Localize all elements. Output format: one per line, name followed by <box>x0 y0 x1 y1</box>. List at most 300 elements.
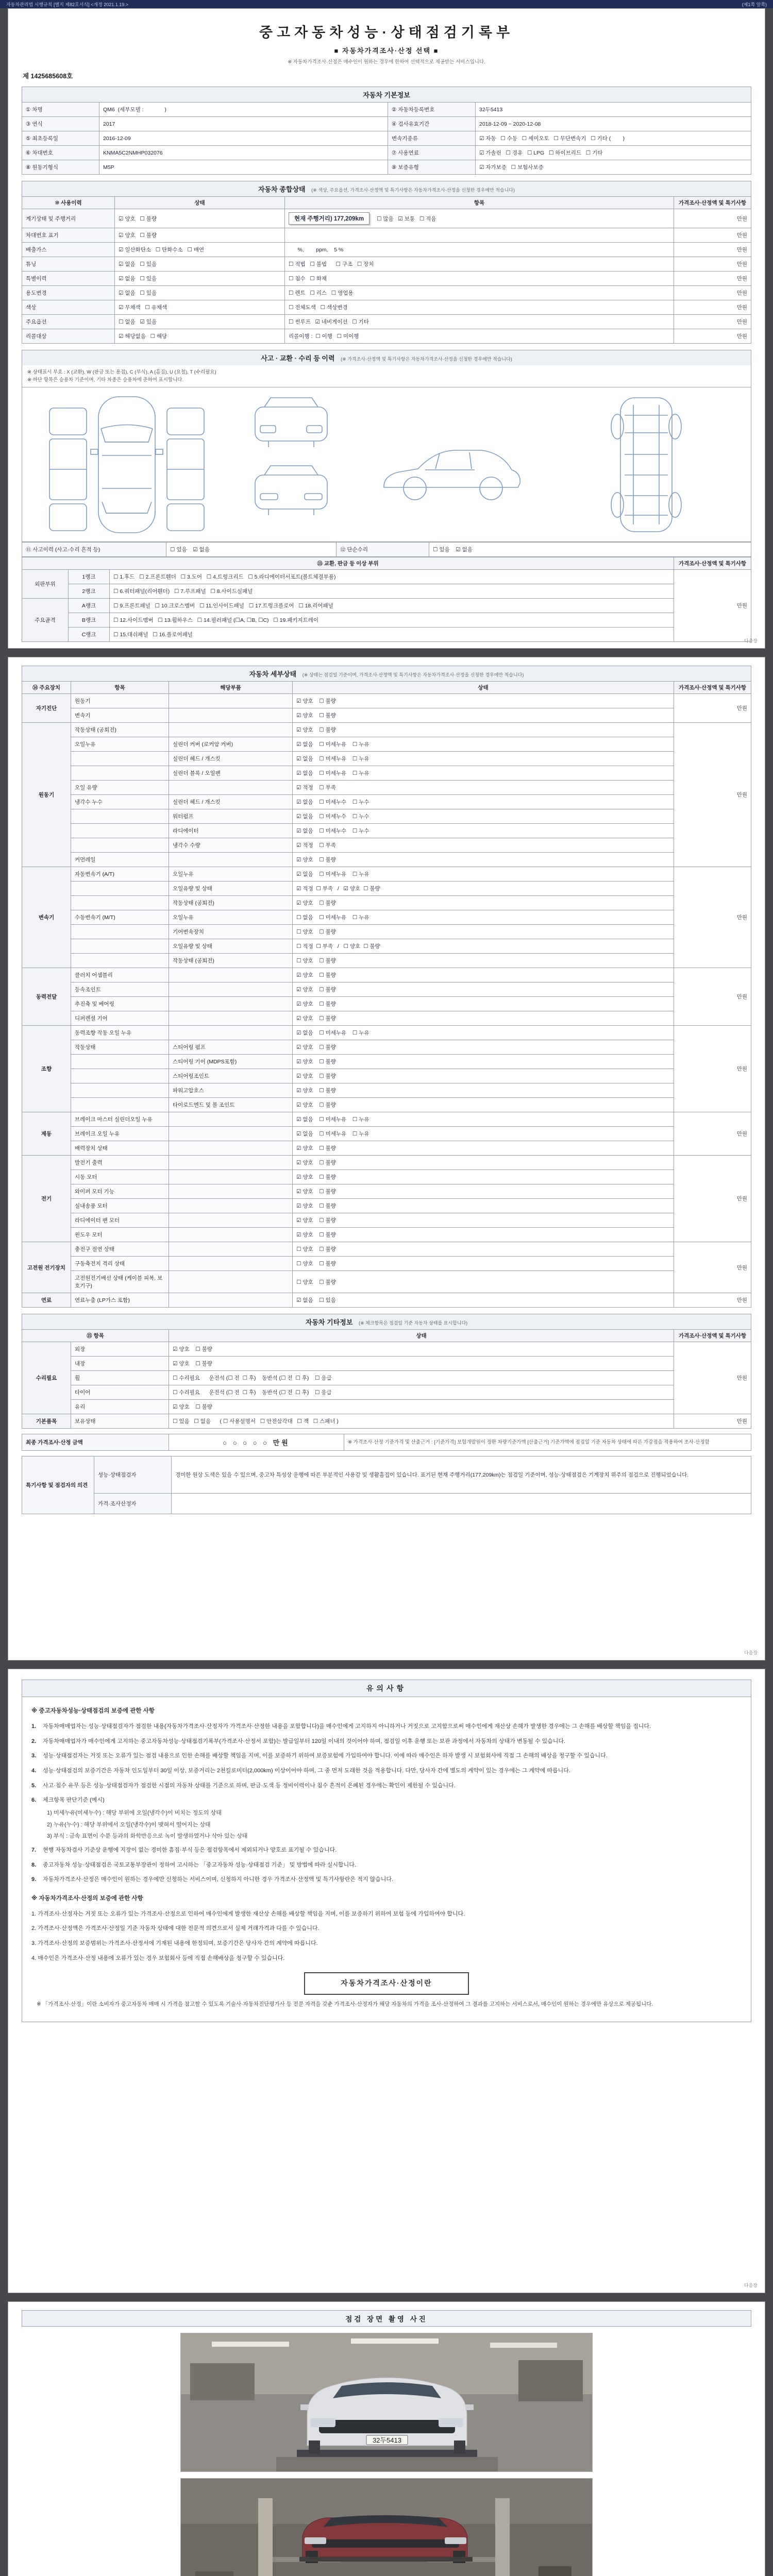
summary-col-item: 항목 <box>285 197 674 209</box>
detail-price: 만원 <box>674 867 751 968</box>
pricing-info-button: 자동차가격조사·산정이란 <box>304 1972 469 1995</box>
detail-item <box>71 1083 169 1098</box>
basic-field-value: ☑ 자동 ☐ 수동 ☐ 세미오토 ☐ 무단변속기 ☐ 기타 ( ) <box>476 131 751 146</box>
etc-status: ☑ 양호 ☐ 불량 <box>169 1400 674 1414</box>
summary-table <box>22 196 751 344</box>
basic-field-label: ⑨ 보증유형 <box>388 160 476 175</box>
section-basic-info-title: 자동차 기본정보 <box>22 87 751 102</box>
detail-part <box>169 694 293 708</box>
summary-row-label: 특별이력 <box>22 272 115 286</box>
notice-item <box>31 1860 742 1870</box>
simple-repair-label: ⑫ 단순수리 <box>337 543 429 557</box>
detail-part: 실린더 헤드 / 개스킷 <box>169 752 293 766</box>
notice-item-number: 1. <box>31 1723 37 1730</box>
panel-rank: 2랭크 <box>69 584 110 599</box>
detail-part <box>169 853 293 867</box>
summary-row-state: ☑ 양호 ☐ 불량 <box>115 209 285 228</box>
detail-status: ☑ 양호 ☐ 불량 <box>293 896 674 910</box>
detail-part: 실린더 헤드 / 개스킷 <box>169 795 293 809</box>
etc-device: 수리필요 <box>22 1342 71 1414</box>
detail-item: 커먼레일 <box>71 853 169 867</box>
detail-price: 만원 <box>674 1026 751 1112</box>
detail-row <box>22 853 751 867</box>
simple-repair-value: ☐ 있음 ☑ 없음 <box>429 543 751 557</box>
page-1 <box>8 8 765 649</box>
detail-item <box>71 838 169 853</box>
detail-status: ☑ 양호 ☐ 불량 <box>293 1098 674 1112</box>
summary-row <box>22 243 751 257</box>
summary-row-state: ☐ 없음 ☑ 있음 <box>115 315 285 329</box>
summary-row <box>22 329 751 344</box>
summary-row-label: 리콜대상 <box>22 329 115 344</box>
panel-rank-row <box>22 599 751 613</box>
detail-status: ☐ 적정 ☐ 부족 / ☐ 양호 ☐ 불량 <box>293 939 674 954</box>
basic-field-value: KNMA5C2NMHP032076 <box>99 146 388 160</box>
notice-title: 유의사항 <box>22 1680 751 1697</box>
detail-part: 스티어링 펌프 <box>169 1040 293 1055</box>
notice-item-text: 현행 자동차검사 기준상 운행에 지장이 없는 경미한 흠집·부식 등은 점검항목에서 제외되거나 양호로 표기될 수 있습니다. <box>43 1847 337 1854</box>
page-3-footer: 다음장 <box>744 2283 758 2289</box>
detail-item <box>71 896 169 910</box>
detail-status: ☑ 양호 ☐ 불량 <box>293 1040 674 1055</box>
detail-row <box>22 1228 751 1242</box>
detail-item: 윈도우 모터 <box>71 1228 169 1242</box>
detail-item: 브레이크 마스터 실린더오일 누유 <box>71 1112 169 1127</box>
detail-part <box>169 1112 293 1127</box>
detail-status: ☑ 양호 ☐ 불량 <box>293 853 674 867</box>
basic-field-label: ⑤ 최초등록일 <box>22 131 99 146</box>
summary-row-state: ☑ 해당없음 ☐ 해당 <box>115 329 285 344</box>
detail-row <box>22 968 751 982</box>
page-2-footer: 다음장 <box>744 1650 758 1656</box>
summary-row-extra: ☐ 렌트 ☐ 리스 ☐ 영업용 <box>285 286 674 300</box>
etc-row <box>22 1357 751 1371</box>
detail-item <box>71 954 169 968</box>
accident-legend <box>22 365 751 387</box>
document-subtitle: ■ 자동차가격조사·산정 선택 ■ <box>334 47 439 55</box>
document-title: 중고자동차성능·상태점검기록부 <box>259 25 514 40</box>
etc-status: ☐ 수리필요 운전석 (☐ 전 ☐ 후) 동반석 (☐ 전 ☐ 후) ☐ 응급 <box>169 1371 674 1385</box>
accident-history-label: ⑪ 사고이력 (사고·수리 흔적 등) <box>22 543 166 557</box>
detail-item: 연료누출 (LP가스 포함) <box>71 1293 169 1308</box>
summary-row-price: 만원 <box>674 286 751 300</box>
detail-item: 추진축 및 베어링 <box>71 997 169 1011</box>
notice-item-number: 7. <box>31 1847 37 1854</box>
summary-row-price: 만원 <box>674 209 751 228</box>
basic-field-label: ⑥ 차대번호 <box>22 146 99 160</box>
final-price-row <box>22 1434 751 1451</box>
detail-item <box>71 766 169 781</box>
detail-status: ☐ 양호 ☐ 불량 <box>293 1271 674 1293</box>
detail-status: ☑ 적정 ☐ 부족 <box>293 838 674 853</box>
summary-row-price: 만원 <box>674 257 751 272</box>
etc-table <box>22 1329 751 1429</box>
accident-note: (※ 가격조사·산정액 및 특기사항은 자동차가격조사·산정을 신청한 경우에만 적습니다) <box>341 357 512 362</box>
detail-part: 스티어링조인트 <box>169 1069 293 1083</box>
notice-item-number: 9. <box>31 1876 37 1883</box>
detail-col-item: 항목 <box>71 682 169 694</box>
summary-row-label: 용도변경 <box>22 286 115 300</box>
notice-item-text: 중고자동차 성능·상태점검은 국토교통부장관이 정하여 고시하는 「중고자동차 성능·상태점검 기준」 및 방법에 따라 실시합니다. <box>43 1861 356 1868</box>
detail-row <box>22 1156 751 1170</box>
summary-row-price: 만원 <box>674 243 751 257</box>
detail-status: ☑ 양호 ☐ 불량 <box>293 997 674 1011</box>
summary-header-row <box>22 197 751 209</box>
summary-row-extra: 현재 주행거리) 177,209km ☐ 많음 ☑ 보통 ☐ 적음 <box>285 209 674 228</box>
notice-item-number: 4. <box>31 1767 37 1774</box>
detail-part: 실린더 커버 (로커암 커버) <box>169 737 293 752</box>
detail-row <box>22 1257 751 1271</box>
accident-parts-header <box>22 557 751 570</box>
detail-part <box>169 708 293 723</box>
detail-part: 오일누유 <box>169 910 293 925</box>
notice-item <box>31 1766 742 1776</box>
detail-part <box>169 982 293 997</box>
detail-status: ☑ 양호 ☐ 불량 <box>293 1011 674 1026</box>
detail-part: 작동상태 (공회전) <box>169 954 293 968</box>
summary-row-price: 만원 <box>674 228 751 243</box>
panel-zone: 주요골격 <box>22 599 69 642</box>
detail-status: ☑ 양호 ☐ 불량 <box>293 1055 674 1069</box>
notice-item <box>31 1875 742 1885</box>
detail-part <box>169 1257 293 1271</box>
detail-item: 구동축전지 격리 상태 <box>71 1257 169 1271</box>
summary-row-state: ☑ 없음 ☐ 있음 <box>115 257 285 272</box>
detail-status: ☑ 양호 ☐ 불량 <box>293 1141 674 1156</box>
summary-row-state: ☑ 무채색 ☐ 유채색 <box>115 300 285 315</box>
summary-row-extra <box>285 228 674 243</box>
page-2 <box>8 657 765 1660</box>
summary-row-label: 색상 <box>22 300 115 315</box>
final-price-amount: ○ ○ ○ ○ ○ 만원 <box>169 1434 344 1451</box>
detail-part: 워터펌프 <box>169 809 293 824</box>
detail-status: ☑ 없음 ☐ 미세누유 ☐ 누유 <box>293 752 674 766</box>
detail-part <box>169 1293 293 1308</box>
summary-row-extra: ☐ 적법 ☐ 불법 ☐ 구조 ☐ 장치 <box>285 257 674 272</box>
detail-part <box>169 723 293 737</box>
detail-status: ☑ 없음 ☐ 미세누유 ☐ 누유 <box>293 766 674 781</box>
detail-item <box>71 1055 169 1069</box>
car-diagram-side-view <box>374 393 528 537</box>
panel-parts: ☐ 12.사이드멤버 ☐ 13.휠하우스 ☐ 14.필러패널 (☐A, ☐B, ☐C) ☐ 19.패키지트레이 <box>110 613 674 628</box>
accident-legend-line2: ※ 하단 항목은 승용차 기준이며, 기타 차종은 승용차에 준하여 표시합니다. <box>27 377 184 383</box>
detail-row <box>22 1055 751 1069</box>
detail-price: 만원 <box>674 968 751 1026</box>
notice-item-sub: 2) 누유(누수) : 해당 부위에서 오일(냉각수)이 맺혀서 떨어지는 상태 <box>47 1821 211 1828</box>
detail-row <box>22 982 751 997</box>
detail-status: ☑ 양호 ☐ 불량 <box>293 1170 674 1184</box>
etc-price: 만원 <box>674 1342 751 1414</box>
basic-field-value: QM6 (세부모델 : ) <box>99 103 388 117</box>
remarks-author: 성능·상태점검자 <box>94 1456 172 1494</box>
section-detail-title: 자동차 세부상태 (※ 상태는 점검일 기준이며, 가격조사·산정액 및 특기사항은 자동차가격조사·산정을 신청한 경우에만 적습니다) <box>22 666 751 681</box>
notice-item-text: 자동차매매업자는 성능·상태점검자가 점검한 내용(자동차가격조사·산정자가 가격조사·산정한 내용을 포함합니다)을 매수인에게 고지하지 아니하거나 거짓으로 고지함으로써 매수인에게 재산상 손해가 발생한 경우에는 그 손해를 배상할 책임을 집니다. <box>43 1723 651 1730</box>
guarantee-item: 1. 가격조사·산정자는 거짓 또는 오류가 있는 가격조사·산정으로 인하여 매수인에게 발생한 재산상 손해를 배상할 책임을 지며, 이를 보증하기 위하여 보험 등에 가입하여야 합니다. <box>31 1910 465 1917</box>
detail-item: 라디에이터 팬 모터 <box>71 1213 169 1228</box>
summary-col-state: 상태 <box>115 197 285 209</box>
detail-item: 충전구 절연 상태 <box>71 1242 169 1257</box>
summary-row-price: 만원 <box>674 300 751 315</box>
page-1-footer: 다음장 <box>744 638 758 644</box>
form-page-ref: (제1쪽 앞쪽) <box>742 2 767 7</box>
detail-price: 만원 <box>674 1112 751 1156</box>
notice-item-text: 성능·상태점검의 보증기간은 자동차 인도일부터 30일 이상, 보증거리는 2천킬로미터(2,000km) 이상이어야 하며, 그 중 먼저 도래한 것을 적용합니다. 다만, 당사자 간에 별도의 계약이 있는 경우에는 그 계약에 따릅니다. <box>43 1767 570 1774</box>
accident-parts-price-col: 가격조사·산정액 및 특기사항 <box>674 557 751 570</box>
panel-rank: C랭크 <box>69 628 110 642</box>
detail-col-state: 상태 <box>293 682 674 694</box>
detail-row <box>22 867 751 882</box>
detail-part: 오일누유 <box>169 867 293 882</box>
detail-part: 작동상태 (공회전) <box>169 896 293 910</box>
detail-status: ☑ 양호 ☐ 불량 <box>293 1199 674 1213</box>
detail-item: 클러치 어셈블리 <box>71 968 169 982</box>
summary-row-label: 튜닝 <box>22 257 115 272</box>
detail-row <box>22 824 751 838</box>
notice-item <box>31 1722 742 1732</box>
detail-part: 타이로드엔드 및 볼 조인트 <box>169 1098 293 1112</box>
etc-item: 외장 <box>71 1342 169 1357</box>
basic-field-label: ④ 검사유효기간 <box>388 117 476 131</box>
detail-item: 발전기 출력 <box>71 1156 169 1170</box>
detail-row <box>22 1040 751 1055</box>
detail-row <box>22 1127 751 1141</box>
panel-price: 만원 <box>674 570 751 642</box>
guarantee-item: 2. 가격조사·산정액은 가격조사·산정일 기준 자동차 상태에 대한 전문적 의견으로서 실제 거래가격과 다를 수 있습니다. <box>31 1925 320 1932</box>
summary-col-history: ⑩ 사용이력 <box>22 197 115 209</box>
detail-part <box>169 1228 293 1242</box>
inspection-photo-1 <box>180 2333 593 2472</box>
basic-field-value: 2017 <box>99 117 388 131</box>
detail-item: 동력조향 작동 오일 누유 <box>71 1026 169 1040</box>
notice-item-text: 자동차가격조사·산정은 매수인이 원하는 경우에만 신청하는 서비스이며, 신청하지 아니한 경우 가격조사·산정액 및 특기사항란은 적지 않습니다. <box>43 1876 394 1883</box>
remarks-row <box>22 1494 751 1514</box>
notice-list <box>31 1722 742 1885</box>
summary-row-extra: ☐ 썬루프 ☑ 네비게이션 ☐ 기타 <box>285 315 674 329</box>
detail-row <box>22 954 751 968</box>
notice-item-sub: 3) 부식 : 금속 표면이 수분 등과의 화학반응으로 녹이 발생하였거나 삭아 있는 상태 <box>47 1833 248 1840</box>
remarks-author: 가격·조사산정자 <box>94 1494 172 1514</box>
detail-row <box>22 838 751 853</box>
detail-part <box>169 1156 293 1170</box>
detail-status: ☐ 양호 ☐ 불량 <box>293 1257 674 1271</box>
etc-status: ☐ 수리필요 운전석 (☐ 전 ☐ 후) 동반석 (☐ 전 ☐ 후) ☐ 응급 <box>169 1385 674 1400</box>
detail-row <box>22 1170 751 1184</box>
summary-row-label: 배출가스 <box>22 243 115 257</box>
section-etc-title: 자동차 기타정보 (※ 체크항목은 점검일 기준 자동차 상태를 표시합니다) <box>22 1314 751 1329</box>
notice-item-number: 3. <box>31 1753 37 1759</box>
detail-row <box>22 1199 751 1213</box>
summary-row-state: ☑ 양호 ☐ 불량 <box>115 228 285 243</box>
summary-row <box>22 300 751 315</box>
summary-row <box>22 315 751 329</box>
guarantee-item: 3. 가격조사·산정의 보증범위는 가격조사·산정서에 기재된 내용에 한정되며, 보증기간은 당사자 간의 계약에 따릅니다. <box>31 1940 318 1947</box>
remarks-text: 경미한 원상 도색은 있을 수 있으며, 중고차 특성상 운행에 따른 부분적인 사용감 및 생활흠집이 있습니다. 표기된 현재 주행거리(177,209km)는 점검일 기준이며, 성능·상태점검은 기계장치 위주의 점검으로 진행되었습니다. <box>172 1456 751 1494</box>
form-regulation-ref: 자동차관리법 시행규칙 [별지 제82호서식] <개정 2021.1.19.> <box>6 2 129 7</box>
panel-zone: 외판부위 <box>22 570 69 599</box>
detail-device: 원동기 <box>22 723 71 867</box>
detail-part <box>169 1127 293 1141</box>
detail-part: 오일유량 및 상태 <box>169 939 293 954</box>
summary-row-state: ☑ 없음 ☐ 있음 <box>115 286 285 300</box>
detail-part: 오일유량 및 상태 <box>169 882 293 896</box>
detail-device: 고전원 전기장치 <box>22 1242 71 1293</box>
detail-status: ☑ 없음 ☐ 미세누수 ☐ 누수 <box>293 824 674 838</box>
detail-device: 제동 <box>22 1112 71 1156</box>
etc-row <box>22 1342 751 1357</box>
detail-col-device: ⑭ 주요장치 <box>22 682 71 694</box>
page-4 <box>8 2301 765 2576</box>
detail-part <box>169 1141 293 1156</box>
document-note: ※ 자동차가격조사·산정은 매수인이 원하는 경우에 한하여 선택적으로 제공받는 서비스입니다. <box>288 59 485 65</box>
detail-row <box>22 1293 751 1308</box>
etc-col-state: 상태 <box>169 1330 674 1342</box>
basic-info-row <box>22 117 751 131</box>
detail-status: ☑ 적정 ☐ 부족 <box>293 781 674 795</box>
notice-item-text: 성능·상태점검자는 거짓 또는 오류가 있는 점검 내용으로 인한 손해를 배상할 책임을 지며, 이를 보증하기 위하여 보증보험에 가입하여야 합니다. 이에 따라 매수인은 하자 발생 시 보험회사에 직접 그 손해의 배상을 청구할 수 있습니다. <box>43 1753 608 1759</box>
notice-item <box>31 1845 742 1855</box>
form-chrome-bar <box>0 0 773 8</box>
accident-history-row <box>22 543 751 557</box>
pricing-info-text: ※ 「가격조사·산정」이란 소비자가 중고자동차 매매 시 가격을 참고할 수 있도록 기술사·자동차진단평가사 등 전문 자격을 갖춘 가격조사·산정자가 해당 자동차의 가격을 조사·산정하여 그 결과를 고지하는 서비스로서, 매수인이 원하는 경우에만 유상으로 제공됩니다. <box>37 2001 653 2008</box>
detail-item: 고전원전기배선 상태 (케이블 피복, 보호기구) <box>71 1271 169 1293</box>
basic-field-value: 2016-12-09 <box>99 131 388 146</box>
detail-status: ☑ 양호 ☐ 불량 <box>293 1069 674 1083</box>
detail-row <box>22 737 751 752</box>
detail-status: ☑ 없음 ☐ 미세누수 ☐ 누수 <box>293 809 674 824</box>
document-number: 제 1425685608호 <box>23 73 73 80</box>
detail-table <box>22 681 751 1308</box>
detail-status: ☑ 없음 ☐ 미세누유 ☐ 누유 <box>293 737 674 752</box>
detail-part: 기어변속장치 <box>169 925 293 939</box>
detail-row <box>22 1112 751 1127</box>
detail-status: ☑ 양호 ☐ 불량 <box>293 1184 674 1199</box>
basic-field-label: ⑧ 원동기형식 <box>22 160 99 175</box>
detail-item: 수동변속기 (M/T) <box>71 910 169 925</box>
detail-status: ☑ 없음 ☐ 미세누수 ☐ 누수 <box>293 795 674 809</box>
notice-item-number: 8. <box>31 1861 37 1868</box>
notice-item <box>31 1751 742 1761</box>
detail-price: 만원 <box>674 1242 751 1293</box>
detail-part <box>169 1170 293 1184</box>
detail-item: 등속조인트 <box>71 982 169 997</box>
detail-price: 만원 <box>674 1156 751 1242</box>
detail-part: 파워고압호스 <box>169 1083 293 1098</box>
summary-row <box>22 228 751 243</box>
accident-legend-line1: ※ 상태표시 부호 : X (교환), W (판금 또는 용접), C (부식), A (흠집), U (요철), T (수리필요) <box>27 369 216 375</box>
summary-row-price: 만원 <box>674 315 751 329</box>
detail-status: ☑ 양호 ☐ 불량 <box>293 1213 674 1228</box>
etc-row <box>22 1371 751 1385</box>
etc-status: ☑ 양호 ☐ 불량 <box>169 1357 674 1371</box>
summary-row-label: 계기상태 및 주행거리 <box>22 209 115 228</box>
basic-field-value: 2018-12-09 ~ 2020-12-08 <box>476 117 751 131</box>
detail-part: 라디에이터 <box>169 824 293 838</box>
notice-item-text: 자동차매매업자가 매수인에게 고지하는 중고자동차성능·상태점검기록부(가격조사·산정서 포함)는 발급일부터 120일 이내의 것이어야 하며, 점검일 이후 운행 또는 보관 과정에서 자동차의 상태가 변동될 수 있습니다. <box>43 1738 566 1744</box>
panel-rank: A랭크 <box>69 599 110 613</box>
detail-status: ☐ 양호 ☐ 불량 <box>293 925 674 939</box>
remarks-row <box>22 1456 751 1494</box>
detail-part <box>169 1242 293 1257</box>
etc-item: 타이어 <box>71 1385 169 1400</box>
detail-item: 변속기 <box>71 708 169 723</box>
detail-row <box>22 809 751 824</box>
panel-rank-row <box>22 584 751 599</box>
detail-item <box>71 824 169 838</box>
detail-status: ☑ 양호 ☐ 불량 <box>293 694 674 708</box>
section-accident-title: 사고 · 교환 · 수리 등 이력 (※ 가격조사·산정액 및 특기사항은 자동차가격조사·산정을 신청한 경우에만 적습니다) <box>22 350 751 365</box>
basic-field-label: ① 차명 <box>22 103 99 117</box>
detail-status: ☑ 없음 ☐ 미세누유 ☐ 누유 <box>293 1026 674 1040</box>
etc-status: ☐ 있음 ☐ 없음 ( ☐ 사용설명서 ☐ 안전삼각대 ☐ 잭 ☐ 스패너 ) <box>169 1414 674 1429</box>
notice-subtitle: ※ 중고자동차성능·상태점검의 보증에 관한 사항 <box>31 1708 155 1715</box>
detail-row <box>22 939 751 954</box>
detail-item: 와이퍼 모터 기능 <box>71 1184 169 1199</box>
summary-row <box>22 257 751 272</box>
detail-price: 만원 <box>674 1293 751 1308</box>
etc-status: ☑ 양호 ☐ 불량 <box>169 1342 674 1357</box>
detail-part <box>169 1011 293 1026</box>
notice-item-number: 2. <box>31 1738 37 1744</box>
notice-item-number: 6. <box>31 1797 37 1804</box>
detail-price: 만원 <box>674 723 751 867</box>
detail-row <box>22 1213 751 1228</box>
notice-item-sub: 1) 미세누유(미세누수) : 해당 부위에 오일(냉각수)이 비치는 정도의 상태 <box>47 1810 222 1817</box>
etc-item: 유리 <box>71 1400 169 1414</box>
guarantee-item: 4. 매수인은 가격조사·산정 내용에 오류가 있는 경우 보험회사 등에 직접 손해배상을 청구할 수 있습니다. <box>31 1955 285 1961</box>
detail-row <box>22 1069 751 1083</box>
detail-item <box>71 752 169 766</box>
detail-part <box>169 968 293 982</box>
detail-part: 실린더 블록 / 오일팬 <box>169 766 293 781</box>
summary-row-extra: %, ppm, 5 % <box>285 243 674 257</box>
detail-device: 연료 <box>22 1293 71 1308</box>
basic-info-row <box>22 146 751 160</box>
notice-item <box>31 1781 742 1791</box>
detail-item: 작동상태 <box>71 1040 169 1055</box>
basic-field-label: ② 자동차등록번호 <box>388 103 476 117</box>
panel-parts: ☐ 6.쿼터패널(리어휀더) ☐ 7.루프패널 ☐ 8.사이드실패널 <box>110 584 674 599</box>
detail-item <box>71 882 169 896</box>
detail-status: ☑ 없음 ☐ 미세누유 ☐ 누유 <box>293 1127 674 1141</box>
detail-row <box>22 1184 751 1199</box>
detail-row <box>22 1026 751 1040</box>
car-diagram-frame-view <box>564 393 729 537</box>
detail-part <box>169 997 293 1011</box>
basic-field-value: 32두5413 <box>476 103 751 117</box>
guarantee-title: ※ 자동차가격조사·산정의 보증에 관한 사항 <box>31 1895 143 1902</box>
detail-item: 실내송풍 모터 <box>71 1199 169 1213</box>
detail-item <box>71 1098 169 1112</box>
final-price-label: 최종 가격조사·산정 금액 <box>22 1434 169 1451</box>
summary-row-state: ☑ 일산화탄소 ☐ 탄화수소 ☐ 매연 <box>115 243 285 257</box>
detail-item: 원동기 <box>71 694 169 708</box>
current-odometer-badge: 현재 주행거리) 177,209km <box>289 212 369 225</box>
detail-status: ☑ 양호 ☐ 불량 <box>293 982 674 997</box>
etc-device: 기본품목 <box>22 1414 71 1429</box>
detail-status: ☑ 없음 ☐ 미세누유 ☐ 누유 <box>293 1112 674 1127</box>
etc-item: 보유상태 <box>71 1414 169 1429</box>
notice-item-text: 사고·침수 유무 등은 성능·상태점검자가 점검한 시점의 자동차 상태를 기준으로 하며, 판금·도색 등 정비이력이나 침수 흔적이 은폐된 경우에는 확인이 제한될 수 있습니다. <box>43 1782 456 1789</box>
car-diagram-front-rear-view <box>245 393 338 537</box>
car-diagram-area <box>22 387 751 542</box>
panel-rank-row <box>22 628 751 642</box>
etc-price: 만원 <box>674 1414 751 1429</box>
accident-history-value: ☐ 있음 ☑ 없음 <box>166 543 337 557</box>
basic-field-label: ⑦ 사용연료 <box>388 146 476 160</box>
etc-note: (※ 체크항목은 점검일 기준 자동차 상태를 표시합니다) <box>359 1320 468 1326</box>
detail-row <box>22 1141 751 1156</box>
etc-row <box>22 1385 751 1400</box>
